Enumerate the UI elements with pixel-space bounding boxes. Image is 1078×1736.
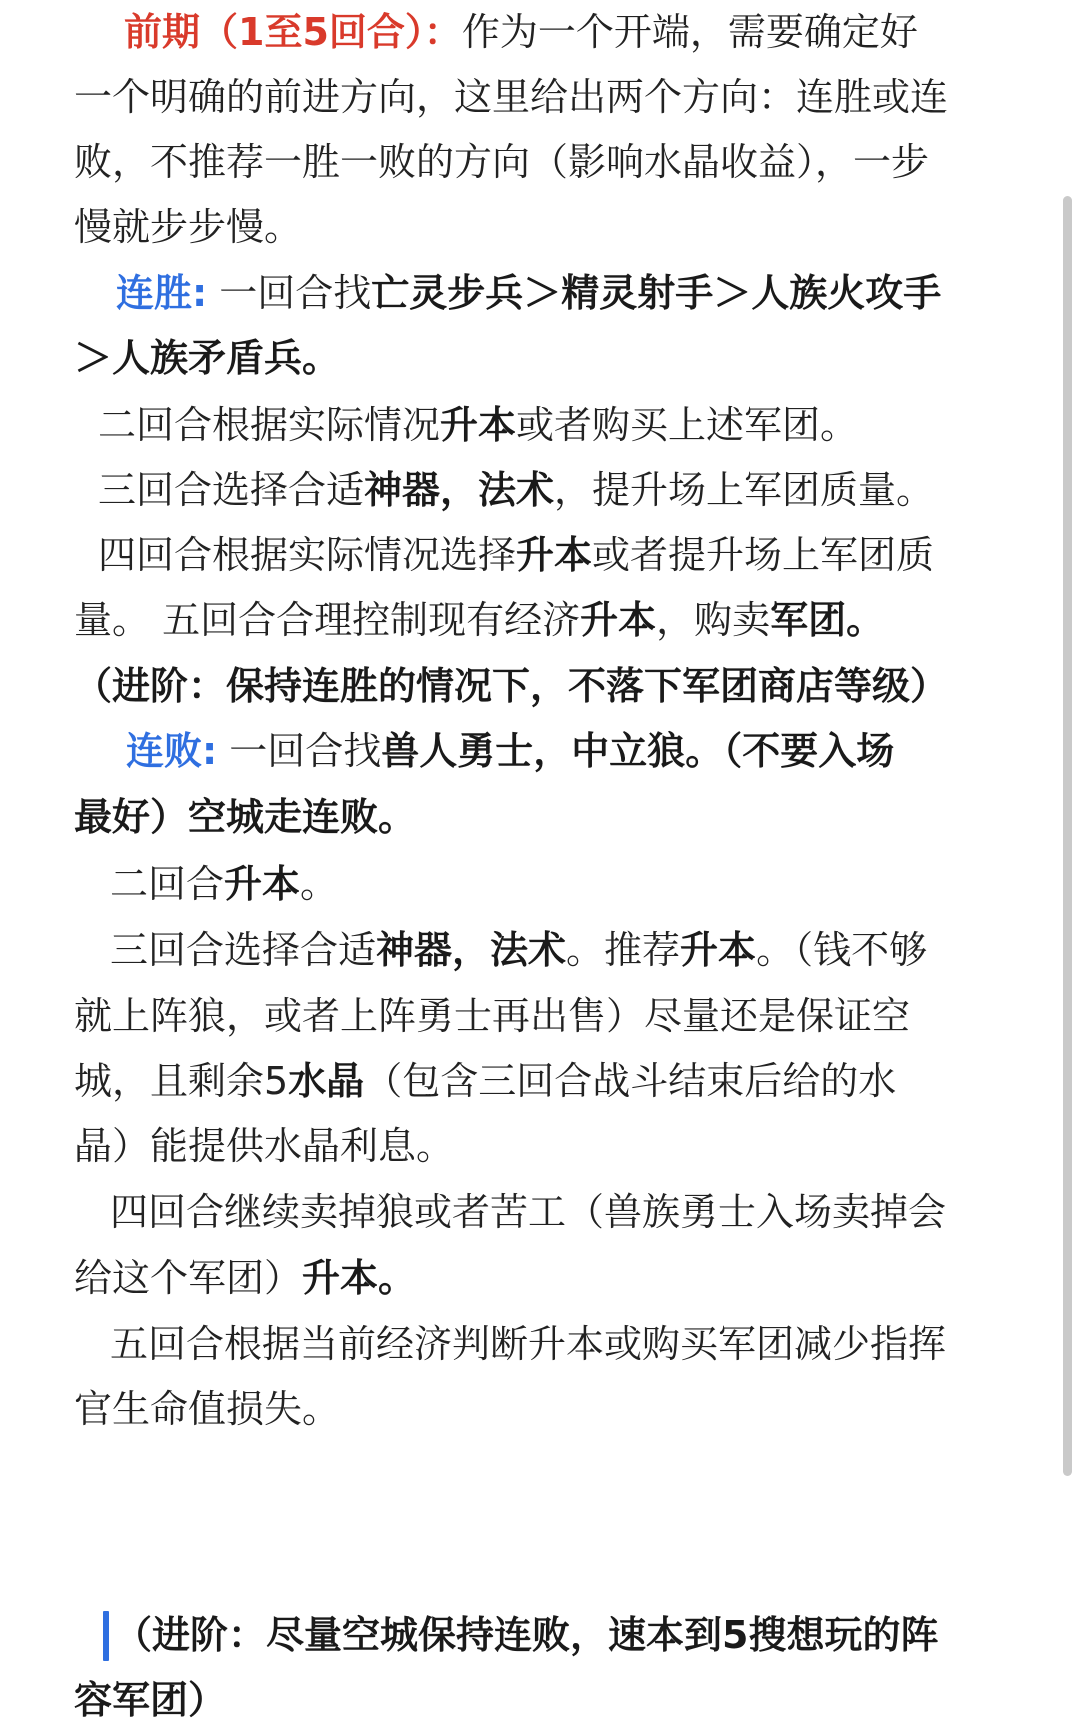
win-r4-post: 或者提升场上军团质 — [592, 533, 935, 577]
win-streak-line-1 — [116, 257, 941, 329]
win-advance-note: （进阶：保持连胜的情况下，不落下军团商店等级） — [74, 664, 949, 708]
lose-round-2 — [110, 848, 338, 920]
lose-r3-pre: 三回合选择合适 — [110, 928, 377, 972]
lose-r3-bold1: 神器，法术 — [376, 928, 567, 972]
win-r3-pre: 三回合选择合适 — [98, 468, 365, 512]
lose-round-3-line-3 — [74, 1045, 896, 1117]
win-r2-bold: 升本 — [440, 403, 517, 447]
lose-streak-line-2: 最好）空城走连败。 — [74, 795, 417, 839]
lose-r4-l2-bold: 升本。 — [302, 1256, 417, 1300]
lose-round-3-line-1 — [110, 914, 927, 986]
lose-r1-text: 一回合找 — [217, 729, 382, 773]
win-r1-text: 一回合找 — [207, 271, 372, 315]
vertical-scrollbar[interactable] — [1063, 196, 1072, 1476]
lose-round-3-line-4: 晶）能提供水晶利息。 — [74, 1124, 455, 1168]
win-streak-label: 连胜: — [116, 271, 208, 315]
lose-round-3-line-2: 就上阵狼，或者上阵勇士再出售）尽量还是保证空 — [74, 994, 911, 1038]
win-round-2 — [98, 389, 858, 461]
win-r2-pre: 二回合根据实际情况 — [98, 403, 441, 447]
win-r5-mid: ，购卖 — [656, 598, 771, 642]
lose-r3-l3-post: （包含三回合战斗结束后给的水 — [364, 1059, 897, 1103]
lose-advance-note-line-1: （进阶：尽量空城保持连败，速本到5搜想玩的阵 — [114, 1613, 939, 1657]
intro-line-2: 一个明确的前进方向，这里给出两个方向：连胜或连 — [74, 75, 949, 119]
lose-advance-note-line-2: 容军团） — [74, 1678, 227, 1722]
win-streak-line-2: ＞人族矛盾兵。 — [74, 336, 341, 380]
lose-round-4-line-2 — [74, 1242, 416, 1314]
win-round-4-5 — [74, 584, 884, 656]
intro-line-4: 慢就步步慢。 — [74, 205, 303, 249]
win-r5-bold1: 升本 — [580, 598, 657, 642]
win-r5-bold2: 军团。 — [770, 598, 885, 642]
lose-r3-mid: 。推荐 — [566, 928, 681, 972]
lose-r2-post: 。 — [300, 862, 339, 906]
intro-text: 作为一个开端，需要确定好 — [461, 10, 918, 54]
lose-r3-l3-pre: 城，且剩余5 — [74, 1059, 289, 1103]
win-r2-post: 或者购买上述军团。 — [516, 403, 859, 447]
win-r4-pre: 四回合根据实际情况选择 — [98, 533, 517, 577]
lose-r2-bold: 升本 — [224, 862, 301, 906]
lose-round-4-line-1: 四回合继续卖掉狼或者苦工（兽族勇士入场卖掉会 — [110, 1190, 947, 1234]
win-r3-post: ，提升场上军团质量。 — [554, 468, 935, 512]
intro-line-3: 败，不推荐一胜一败的方向（影响水晶收益），一步 — [74, 140, 930, 184]
win-r1-units: 亡灵步兵＞精灵射手＞人族火攻手 — [371, 271, 942, 315]
lose-r1-units: 兽人勇士，中立狼。（不要入场 — [381, 729, 895, 773]
lose-r4-l2-pre: 给这个军团） — [74, 1256, 303, 1300]
lose-r2-pre: 二回合 — [110, 862, 225, 906]
win-r4-bold: 升本 — [516, 533, 593, 577]
lose-round-5-line-1: 五回合根据当前经济判断升本或购买军团减少指挥 — [110, 1322, 947, 1366]
lose-round-5-line-2: 官生命值损失。 — [74, 1387, 341, 1431]
lose-streak-label: 连败: — [126, 729, 218, 773]
intro-line-1 — [124, 0, 918, 68]
win-r4-cont: 量。 五回合合理控制现有经济 — [74, 598, 581, 642]
win-r3-bold: 神器，法术 — [364, 468, 555, 512]
lose-streak-line-1 — [126, 715, 894, 787]
quote-bar — [103, 1611, 109, 1661]
lose-r3-bold2: 升本 — [680, 928, 757, 972]
win-round-3 — [98, 454, 934, 526]
win-round-4 — [98, 519, 934, 591]
lose-r3-l3-bold: 水晶 — [288, 1059, 365, 1103]
lose-r3-post: 。（钱不够 — [756, 928, 928, 972]
early-game-heading: 前期（1至5回合）： — [124, 10, 462, 54]
